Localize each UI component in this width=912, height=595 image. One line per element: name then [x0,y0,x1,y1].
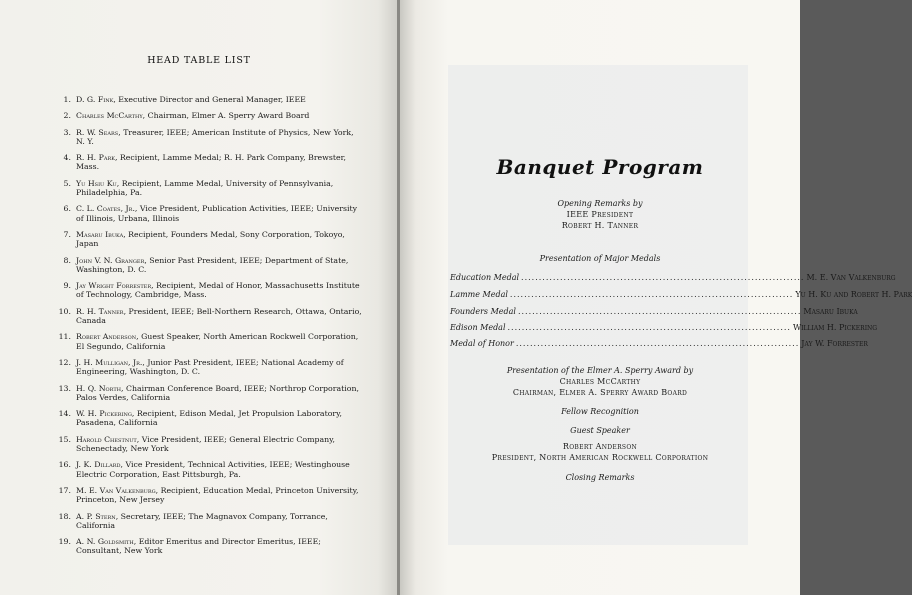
head-table-entry [52,128,362,147]
entry-name: A. N. Goldsmith [76,537,134,547]
medal-row [450,290,912,299]
head-table-entry [52,332,362,351]
guest-speaker-title: President, North American Rockwell Corporation [491,453,709,462]
entry-name: M. E. Van Valkenburg [76,485,156,495]
entry-name: Charles McCarthy [76,111,143,121]
fellow-recognition: Fellow Recognition [561,407,639,416]
entry-description: , Recipient, Founders Medal, Sony Corporation, Tokoyo, Japan [76,229,345,249]
head-table-entry [52,537,362,556]
medal-recipient: William H. Pickering [792,323,878,332]
head-table-entry [52,95,362,104]
entry-number: 13. [58,383,71,393]
entry-name: A. P. Stern [76,511,116,521]
head-table-entry [52,435,362,454]
entry-name: Harold Chestnut [76,434,137,444]
dot-leader: ................................................................................ [521,273,805,282]
medal-row [450,307,858,316]
medal-recipient: Jay W. Forrester [801,339,868,348]
entry-name: J. K. Dillard [76,460,121,470]
closing-remarks: Closing Remarks [565,473,635,482]
dot-leader: ................................................................................ [507,323,791,332]
right-page [400,0,912,595]
entry-name: C. L. Coates, Jr. [76,204,135,214]
entry-description: , Chairman, Elmer A. Sperry Award Board [142,111,310,121]
entry-name: W. H. Pickering [76,409,132,419]
dot-leader: ................................................................................ [509,290,794,299]
entry-description: , Senior Past President, IEEE; Department of State, Washington, D. C. [76,255,349,274]
head-table-entry [52,358,362,377]
entry-description: , Vice President, Publication Activities, IEEE; University of Illinois, Urbana, Illinois [76,204,358,223]
dot-leader: ................................................................................ [515,339,800,348]
entry-description: , Treasurer, IEEE; American Institute of Physics, New York, N. Y. [76,127,354,146]
head-table-entry [52,204,362,223]
entry-description: , Recipient, Lamme Medal, University of Pennsylvania, Philadelphia, Pa. [76,178,334,198]
head-table-entry [52,256,362,275]
head-table-entry [52,307,362,326]
entry-description: , Executive Director and General Manager, IEEE [113,95,306,104]
entry-number: 15. [58,434,71,444]
entry-number: 18. [58,511,71,521]
entry-name: Robert Anderson [76,332,137,342]
medal-recipient: Yu H. Ku and Robert H. Park [795,290,912,299]
entry-description: , Guest Speaker, North American Rockwell Corporation, El Segundo, California [76,332,359,351]
medal-name: Medal of Honor [450,339,514,348]
entry-number: 14. [58,409,71,419]
head-table-entry [52,384,362,403]
sperry-presenter-title: Chairman, Elmer A. Sperry Award Board [512,388,688,397]
medal-recipient: M. E. Van Valkenburg [806,273,896,282]
entry-description: , Chairman Conference Board, IEEE; Northrop Corporation, Palos Verdes, California [76,383,359,402]
entry-name: H. Q. North [76,383,122,393]
guest-speaker-heading: Guest Speaker [570,426,630,435]
medal-row [450,323,878,332]
entry-description: , Vice President, IEEE; General Electric Company, Schenectady, New York [76,434,335,454]
medal-name: Founders Medal [450,307,516,316]
entry-description: , Junior Past President, IEEE; National Academy of Engineering, Washington, D. C. [76,357,344,377]
entry-number: 8. [63,255,71,265]
opening-remarks-line: Opening Remarks by [557,199,643,208]
entry-name: R. H. Park [76,153,115,163]
medal-recipient: Masaru Ibuka [803,307,858,316]
medal-name: Education Medal [450,273,520,282]
entry-number: 4. [63,153,71,163]
entry-description: , Recipient, Education Medal, Princeton University, Princeton, New Jersey [76,485,359,505]
entry-number: 6. [63,204,71,214]
entry-number: 2. [63,111,71,121]
entry-name: Jay Wright Forrester [76,281,152,291]
entry-name: D. G. Fink [76,95,114,104]
head-table-entry [52,512,362,531]
entry-description: , Recipient, Medal of Honor, Massachusetts Institute of Technology, Cambridge, Mass. [76,281,360,300]
presentation-heading: Presentation of Major Medals [539,254,661,263]
entry-number: 5. [63,178,71,188]
entry-description: , President, IEEE; Bell-Northern Research, Ottawa, Ontario, Canada [76,306,362,326]
medal-row [450,273,896,282]
entry-name: J. H. Mulligan, Jr. [76,357,143,367]
entry-description: , Editor Emeritus and Director Emeritus, IEEE; Consultant, New York [76,537,321,556]
entry-description: , Secretary, IEEE; The Magnavox Company, Torrance, California [76,511,328,530]
entry-number: 1. [63,95,71,104]
head-table-entry [52,281,362,300]
entry-number: 16. [58,460,71,470]
sperry-presenter-name: Charles McCarthy [559,377,641,386]
entry-number: 12. [58,357,71,367]
entry-number: 11. [58,332,71,342]
left-page [0,0,398,595]
head-table-entry [52,486,362,505]
entry-description: , Recipient, Lamme Medal; R. H. Park Company, Brewster, Mass. [76,153,346,172]
entry-number: 3. [63,127,71,137]
head-table-list [52,95,362,563]
entry-number: 19. [58,537,71,547]
entry-name: Masaru Ibuka [76,229,124,239]
entry-number: 10. [58,306,71,316]
head-table-entry [52,230,362,249]
entry-number: 17. [58,485,71,495]
opening-president-line: IEEE President [566,210,634,219]
medal-name: Lamme Medal [450,290,508,299]
opening-speaker-name: Robert H. Tanner [561,221,639,230]
entry-description: , Recipient, Edison Medal, Jet Propulsion Laboratory, Pasadena, California [76,409,342,428]
head-table-entry [52,111,362,120]
head-table-entry [52,409,362,428]
head-table-title: HEAD TABLE LIST [147,55,251,66]
entry-name: Yu Hsiu Ku [76,178,117,188]
entry-name: R. H. Tanner [76,306,124,316]
entry-number: 9. [63,281,71,291]
medal-row [450,339,868,348]
entry-name: R. W. Sears [76,127,119,137]
banquet-program-title: Banquet Program [496,155,704,179]
head-table-entry [52,179,362,198]
medal-name: Edison Medal [450,323,506,332]
dot-leader: ................................................................................ [517,307,802,316]
guest-speaker-name: Robert Anderson [562,442,638,451]
head-table-entry [52,153,362,172]
entry-name: John V. N. Granger [76,255,145,265]
entry-description: , Vice President, Technical Activities, IEEE; Westinghouse Electric Corporation, East Pittsburgh, Pa. [76,460,350,479]
entry-number: 7. [63,229,71,239]
sperry-line: Presentation of the Elmer A. Sperry Award by [506,366,694,375]
head-table-entry [52,460,362,479]
